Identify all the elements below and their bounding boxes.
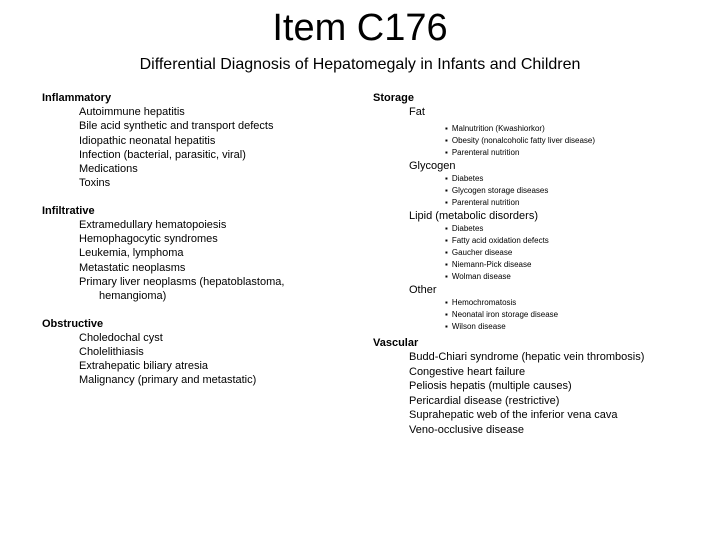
heading-vascular: Vascular <box>373 337 419 349</box>
list-item: Choledochal cyst <box>79 331 163 344</box>
page-title: Item C176 <box>272 7 448 49</box>
list-item <box>42 275 342 304</box>
bullet-item: ▪ Fatty acid oxidation defects <box>373 235 703 247</box>
bullet-item: ▪ Parenteral nutrition <box>373 147 703 159</box>
subheading-lipid: Lipid (metabolic disorders) <box>409 210 538 222</box>
list-item: Infection (bacterial, parasitic, viral) <box>79 148 246 161</box>
list-item: Metastatic neoplasms <box>79 261 186 274</box>
bullet-item: ▪ Gaucher disease <box>373 247 703 259</box>
list-item-line: Primary liver neoplasms (hepatoblastoma, <box>79 275 285 288</box>
heading-infiltrative: Infiltrative <box>42 204 95 217</box>
left-column <box>42 91 342 388</box>
bullet-item: ▪ Wolman disease <box>373 271 703 283</box>
list-item: Veno-occlusive disease <box>409 423 524 436</box>
list-item: Extramedullary hematopoiesis <box>79 218 227 231</box>
bullet-item: ▪ Glycogen storage diseases <box>373 185 703 197</box>
bullet-item: ▪ Diabetes <box>373 173 703 185</box>
bullet-item: ▪ Neonatal iron storage disease <box>373 309 703 321</box>
bullet-item: ▪ Wilson disease <box>373 321 703 333</box>
list-item: Toxins <box>79 177 111 190</box>
subheading-other: Other <box>409 284 437 296</box>
list-item-continuation: hemangioma) <box>99 290 167 303</box>
list-item: Autoimmune hepatitis <box>79 106 185 118</box>
list-item: Malignancy (primary and metastatic) <box>79 374 257 387</box>
bullet-item: ▪ Parenteral nutrition <box>373 197 703 209</box>
list-item: Peliosis hepatis (multiple causes) <box>409 380 572 392</box>
heading-storage: Storage <box>373 92 414 104</box>
bullet-item: ▪ Malnutrition (Kwashiorkor) <box>373 123 703 135</box>
subheading-glycogen: Glycogen <box>409 160 456 172</box>
bullet-item: ▪ Obesity (nonalcoholic fatty liver disease) <box>373 135 703 147</box>
list-item: Hemophagocytic syndromes <box>79 233 218 246</box>
list-item: Medications <box>79 163 138 176</box>
list-item: Idiopathic neonatal hepatitis <box>79 134 216 147</box>
list-item: Suprahepatic web of the inferior vena cava <box>409 409 618 421</box>
list-item: Leukemia, lymphoma <box>79 247 184 260</box>
list-item: Extrahepatic biliary atresia <box>79 360 209 373</box>
list-item: Cholelithiasis <box>79 345 144 358</box>
page-subtitle: Differential Diagnosis of Hepatomegaly in Infants and Children <box>139 56 581 73</box>
bullet-item: ▪ Niemann-Pick disease <box>373 259 703 271</box>
list-item: Budd-Chiari syndrome (hepatic vein thrombosis) <box>409 351 645 363</box>
right-column <box>373 92 703 437</box>
list-item: Congestive heart failure <box>409 365 526 378</box>
bullet-item: ▪ Hemochromatosis <box>373 297 703 309</box>
list-item: Pericardial disease (restrictive) <box>409 394 560 407</box>
subheading-fat: Fat <box>409 106 425 118</box>
list-item: Bile acid synthetic and transport defects <box>79 120 274 133</box>
heading-obstructive: Obstructive <box>42 317 104 330</box>
heading-inflammatory: Inflammatory <box>42 92 112 104</box>
bullet-item: ▪ Diabetes <box>373 223 703 235</box>
